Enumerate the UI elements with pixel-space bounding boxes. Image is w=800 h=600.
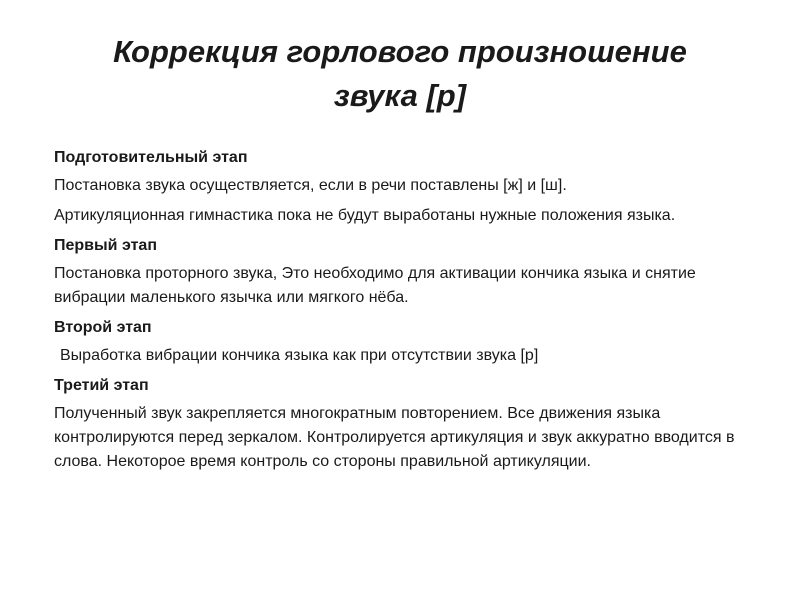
- stage-heading-third: Третий этап: [54, 377, 149, 394]
- slide-content: [54, 146, 754, 480]
- stage-paragraph: Полученный звук закрепляется многократным повторением. Все движения языка контролируются перед зеркалом. Контролируется артикуляция и звук аккуратно вводится в слова. Некоторое время контроль со стороны правильной артикуляции.: [54, 405, 735, 470]
- slide-title-line-2: звука [р]: [333, 78, 467, 113]
- stage-heading-preparatory: Подготовительный этап: [54, 149, 248, 166]
- stage-paragraph: Выработка вибрации кончика языка как при отсутствии звука [р]: [60, 347, 539, 364]
- stage-paragraph: Артикуляционная гимнастика пока не будут выработаны нужные положения языка.: [54, 207, 676, 224]
- stage-paragraph: Постановка проторного звука, Это необходимо для активации кончика языка и снятие вибрации маленького язычка или мягкого нёба.: [54, 265, 696, 306]
- slide-title-line-1: Коррекция горлового произношение: [113, 34, 687, 69]
- slide-title: [60, 30, 740, 118]
- stage-paragraph: Постановка звука осуществляется, если в речи поставлены [ж] и [ш].: [54, 177, 567, 194]
- stage-heading-first: Первый этап: [54, 237, 157, 254]
- stage-heading-second: Второй этап: [54, 319, 152, 336]
